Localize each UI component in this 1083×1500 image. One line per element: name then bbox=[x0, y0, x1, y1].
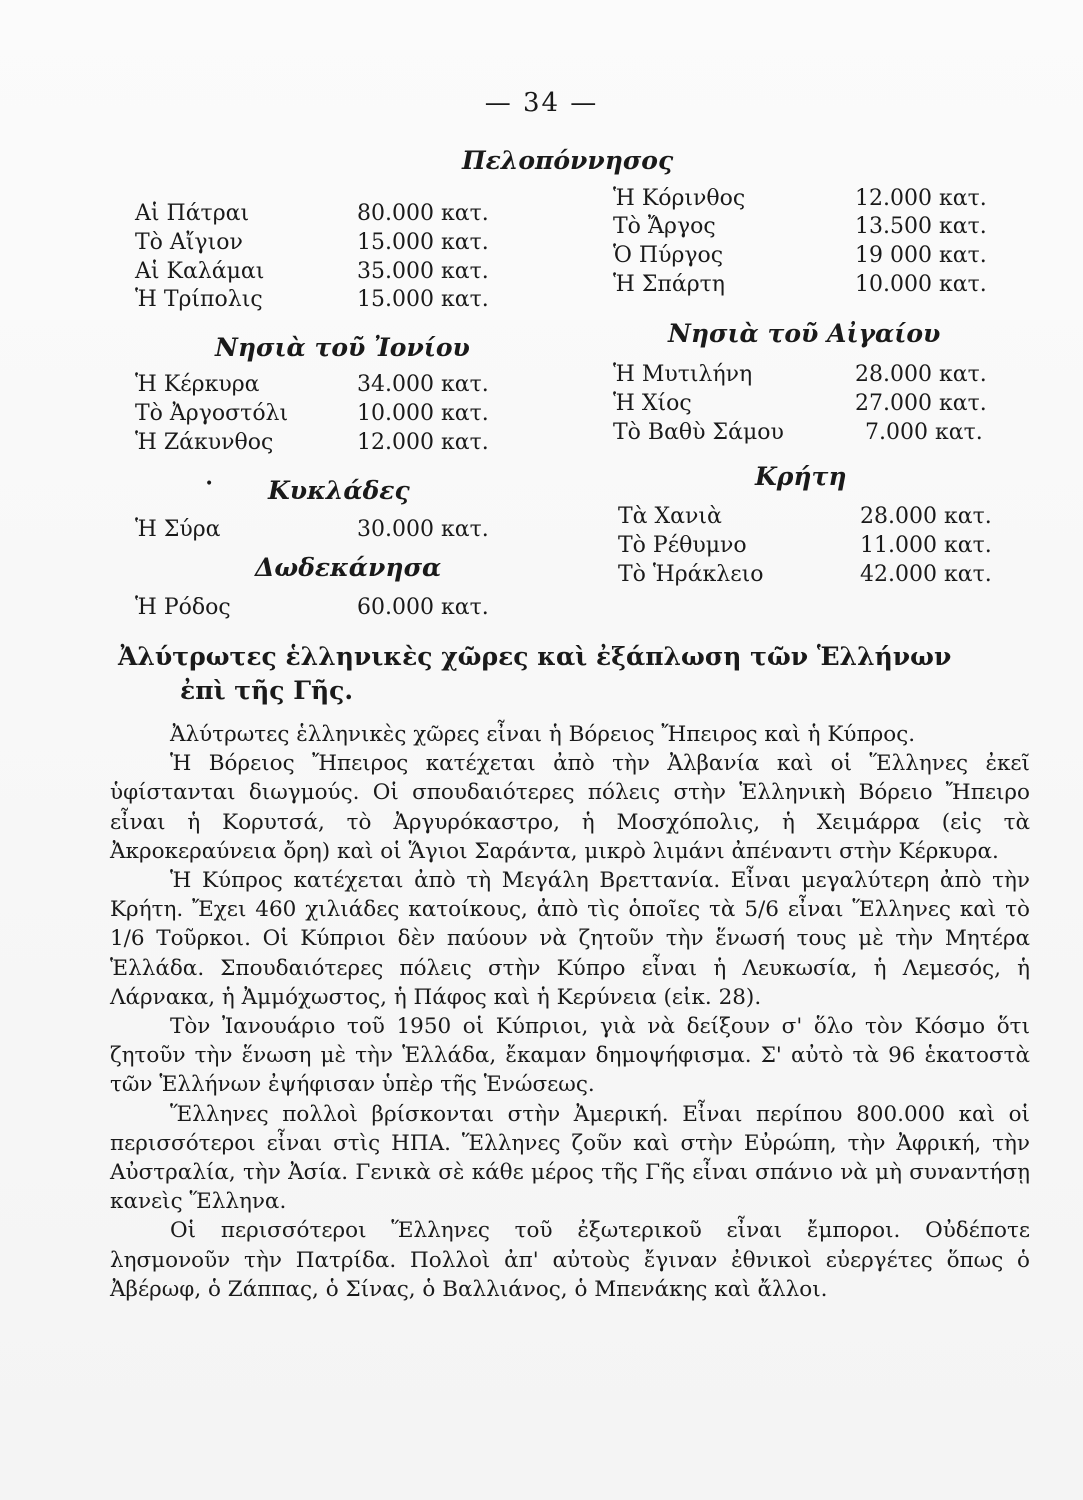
list-item bbox=[135, 258, 515, 286]
town-name: Τὰ Χανιὰ bbox=[618, 504, 722, 529]
section-heading-line2: ἐπὶ τῆς Γῆς. bbox=[180, 676, 354, 705]
region-title-dodekanisa: Δωδεκάνησα bbox=[255, 553, 442, 582]
list-item bbox=[135, 429, 515, 457]
town-name: Αἱ Καλάμαι bbox=[135, 259, 265, 284]
town-name: Ἡ Σύρα bbox=[135, 517, 221, 542]
town-population: 34.000 κατ. bbox=[357, 372, 489, 397]
town-name: Ἡ Κέρκυρα bbox=[135, 372, 260, 397]
list-item bbox=[135, 371, 515, 399]
town-name: Ἡ Τρίπολις bbox=[135, 287, 263, 312]
town-name: Τὸ Αἴγιον bbox=[135, 230, 243, 255]
town-name: Ἡ Ρόδος bbox=[135, 595, 231, 620]
town-population: 10.000 κατ. bbox=[855, 272, 987, 297]
region-title-peloponnisos: Πελοπόννησος bbox=[462, 146, 674, 175]
town-name: Ἡ Χίος bbox=[613, 391, 692, 416]
town-name: Τὸ Ἄργος bbox=[613, 214, 716, 239]
town-name: Ἡ Κόρινθος bbox=[613, 186, 746, 211]
list-item bbox=[135, 229, 515, 257]
town-name: Ὁ Πύργος bbox=[613, 243, 724, 268]
town-population: 13.500 κατ. bbox=[855, 214, 987, 239]
list-item bbox=[613, 185, 1013, 213]
town-name: Τὸ Ἀργοστόλι bbox=[135, 401, 289, 426]
list-item bbox=[135, 400, 515, 428]
town-name: Τὸ Ρέθυμνο bbox=[618, 533, 747, 558]
town-name: Τὸ Ἡράκλειο bbox=[618, 562, 764, 587]
list-item bbox=[135, 594, 515, 622]
town-name: Ἡ Ζάκυνθος bbox=[135, 430, 274, 455]
town-population: 11.000 κατ. bbox=[860, 533, 992, 558]
list-item bbox=[613, 419, 1013, 447]
town-population: 19 000 κατ. bbox=[855, 243, 987, 268]
town-population: 35.000 κατ. bbox=[357, 259, 489, 284]
town-name: Ἡ Μυτιλήνη bbox=[613, 362, 753, 387]
town-population: 28.000 κατ. bbox=[860, 504, 992, 529]
paragraph: Οἱ περισσότεροι Ἕλληνες τοῦ ἐξωτερικοῦ εἶναι ἔμποροι. Οὐδέποτε λησμονοῦν τὴν Πατρίδα. Πολλοὶ ἀπ' αὐτοὺς ἔγιναν ἐθνικοὶ εὐεργέτες ὅπως ὁ Ἀβέρωφ, ὁ Ζάππας, ὁ Σίνας, ὁ Βαλλιάνος, ὁ Μπενάκης καὶ ἄλλοι. bbox=[110, 1218, 1030, 1302]
town-population: 80.000 κατ. bbox=[357, 201, 489, 226]
paragraph: Ἕλληνες πολλοὶ βρίσκονται στὴν Ἀμερική. Εἶναι περίπου 800.000 καὶ οἱ περισσότεροι εἶναι στὶς ΗΠΑ. Ἕλληνες ζοῦν καὶ στὴν Εὐρώπη, τὴν Ἀφρική, τὴν Αὐστραλία, τὴν Ἀσία. Γενικὰ σὲ κάθε μέρος τῆς Γῆς εἶναι σπάνιο νὰ μὴ συναντήσῃ κανεὶς Ἕλληνα. bbox=[110, 1101, 1030, 1215]
town-name: Ἡ Σπάρτη bbox=[613, 272, 725, 297]
list-item bbox=[613, 213, 1013, 241]
list-item bbox=[135, 200, 515, 228]
town-population: 12.000 κατ. bbox=[357, 430, 489, 455]
town-population: 28.000 κατ. bbox=[855, 362, 987, 387]
town-population: 60.000 κατ. bbox=[357, 595, 489, 620]
list-item bbox=[618, 532, 1018, 560]
list-item bbox=[613, 361, 1013, 389]
list-item bbox=[618, 503, 1018, 531]
paragraph: Ἡ Κύπρος κατέχεται ἀπὸ τὴ Μεγάλη Βρεττανία. Εἶναι μεγαλύτερη ἀπὸ τὴν Κρήτη. Ἔχει 460 χιλιάδες κατοίκους, ἀπὸ τὶς ὁποῖες τὰ 5/6 εἶναι Ἕλληνες καὶ τὸ 1/6 Τοῦρκοι. Οἱ Κύπριοι δὲν παύουν νὰ ζητοῦν τὴν ἕνωσή τους μὲ τὴν Μητέρα Ἑλλάδα. Σπουδαιότερες πόλεις στὴν Κύπρο εἶναι ἡ Λευκωσία, ἡ Λεμεσός, ἡ Λάρνακα, ἡ Ἀμμόχωστος, ἡ Πάφος καὶ ἡ Κερύνεια (εἰκ. 28). bbox=[110, 868, 1030, 1010]
list-item bbox=[613, 242, 1013, 270]
town-population: 10.000 κατ. bbox=[357, 401, 489, 426]
town-population: 15.000 κατ. bbox=[357, 287, 489, 312]
list-item bbox=[613, 390, 1013, 418]
town-population: 30.000 κατ. bbox=[357, 517, 489, 542]
town-population: 42.000 κατ. bbox=[860, 562, 992, 587]
town-population: 15.000 κατ. bbox=[357, 230, 489, 255]
list-item bbox=[613, 271, 1013, 299]
section-heading-line1: Ἀλύτρωτες ἑλληνικὲς χῶρες καὶ ἐξάπλωση τῶν Ἑλλήνων bbox=[118, 642, 952, 671]
paragraph: Ἀλύτρωτες ἑλληνικὲς χῶρες εἶναι ἡ Βόρειος Ἤπειρος καὶ ἡ Κύπρος. bbox=[170, 722, 916, 747]
page-number: — 34 — bbox=[484, 88, 599, 118]
paragraph: Τὸν Ἰανουάριο τοῦ 1950 οἱ Κύπριοι, γιὰ νὰ δείξουν σ' ὅλο τὸν Κόσμο ὅτι ζητοῦν τὴν ἕνωση μὲ τὴν Ἑλλάδα, ἔκαμαν δημοψήφισμα. Σ' αὐτὸ τὰ 96 ἑκατοστὰ τῶν Ἑλλήνων ἐψήφισαν ὑπὲρ τῆς Ἑνώσεως. bbox=[110, 1014, 1030, 1098]
town-name: Αἱ Πάτραι bbox=[135, 201, 250, 226]
paragraph: Ἡ Βόρειος Ἤπειρος κατέχεται ἀπὸ τὴν Ἀλβανία καὶ οἱ Ἕλληνες ἐκεῖ ὑφίστανται διωγμούς. Οἱ σπουδαιότερες πόλεις στὴν Ἑλληνικὴ Βόρειο Ἤπειρο εἶναι ἡ Κορυτσά, τὸ Ἀργυρόκαστρο, ἡ Μοσχόπολις, ἡ Χειμάρρα (εἰς τὰ Ἀκροκεραύνεια ὄρη) καὶ οἱ Ἅγιοι Σαράντα, μικρὸ λιμάνι ἀπέναντι στὴν Κέρκυρα. bbox=[110, 751, 1030, 864]
list-item bbox=[135, 286, 515, 314]
region-title-kriti: Κρήτη bbox=[755, 462, 847, 491]
section-heading bbox=[118, 640, 1018, 708]
town-population: 12.000 κατ. bbox=[855, 186, 987, 211]
region-title-aigaion: Νησιὰ τοῦ Αἰγαίου bbox=[668, 319, 941, 348]
list-item bbox=[618, 561, 1018, 589]
list-item bbox=[135, 516, 515, 544]
print-speck: • bbox=[205, 476, 214, 492]
region-title-kyklades: Κυκλάδες bbox=[268, 476, 410, 505]
body-text bbox=[110, 720, 1030, 1304]
town-population: 27.000 κατ. bbox=[855, 391, 987, 416]
town-name: Τὸ Βαθὺ Σάμου bbox=[613, 420, 784, 445]
town-population: 7.000 κατ. bbox=[865, 420, 983, 445]
region-title-ionion: Νησιὰ τοῦ Ἰονίου bbox=[215, 333, 470, 362]
